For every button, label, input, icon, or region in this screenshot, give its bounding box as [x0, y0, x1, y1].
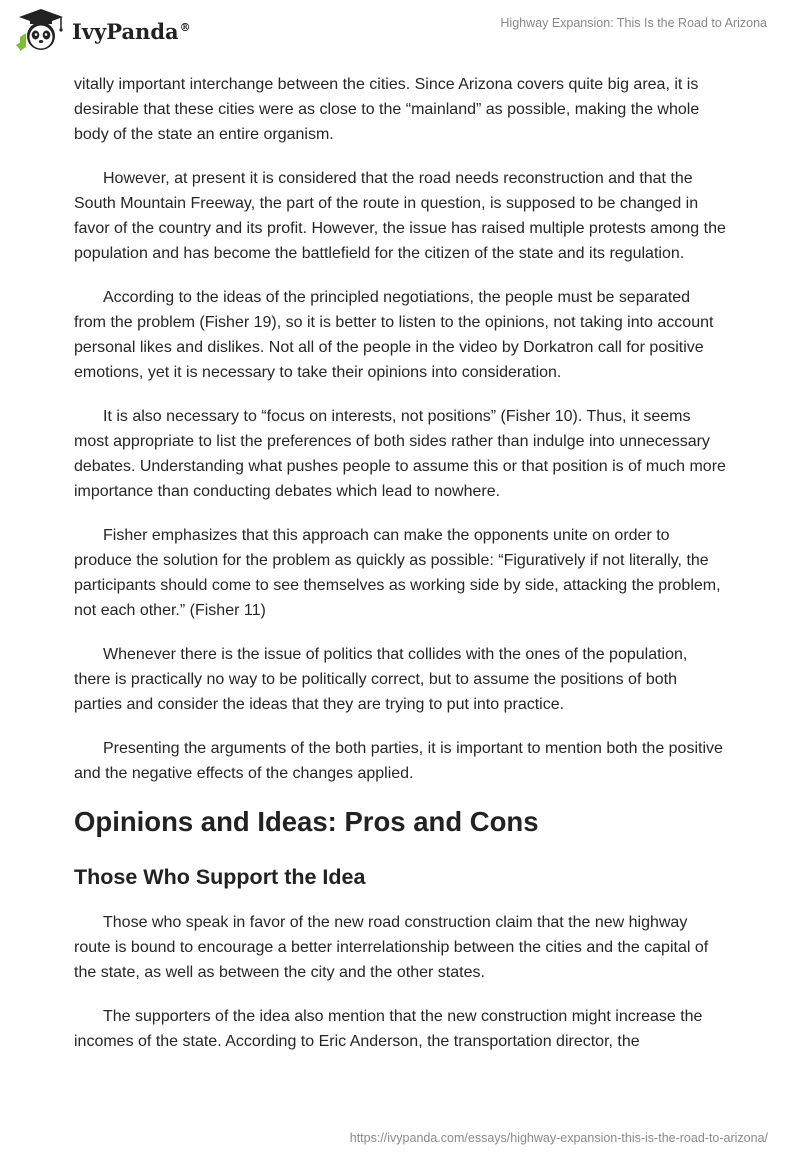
essay-body [74, 72, 726, 1073]
paragraph: Fisher emphasizes that this approach can make the opponents unite on order to produce the solution for the problem as quickly as possible: “Figuratively if not literally, the participants should come to see themselves as working side by side, attacking the problem, not each other.” (Fisher 11) [74, 527, 721, 619]
paragraph: According to the ideas of the principled negotiations, the people must be separated from the problem (Fisher 19), so it is better to listen to the opinions, not taking into account personal likes and dislikes. Not all of the people in the video by Dorkatron call for positive emotions, yet it is necessary to take their opinions into consideration. [74, 289, 714, 381]
document-title: Highway Expansion: This Is the Road to Arizona [500, 16, 767, 30]
paragraph: Whenever there is the issue of politics that collides with the ones of the population, there is practically no way to be politically correct, but to assume the positions of both parties and consider the ideas that they are trying to put into practice. [74, 646, 688, 713]
paragraph: Those who speak in favor of the new road construction claim that the new highway route is bound to encourage a better interrelationship between the cities and the capital of the state, as well as between the city and the other states. [74, 914, 709, 981]
paragraph: It is also necessary to “focus on interests, not positions” (Fisher 10). Thus, it seems most appropriate to list the preferences of both sides rather than indulge into unnecessary debates. Understanding what pushes people to assume this or that position is of much more importance than conducting debates which lead to nowhere. [74, 408, 726, 500]
paragraph-continued: vitally important interchange between the cities. Since Arizona covers quite big area, it is desirable that these cities were as close to the “mainland” as possible, making the whole body of the state an entire organism. [74, 76, 700, 143]
paragraph: However, at present it is considered that the road needs reconstruction and that the South Mountain Freeway, the part of the route in question, is supposed to be changed in favor of the country and its profit. However, the issue has raised multiple protests among the population and has become the battlefield for the citizen of the state and its regulation. [74, 170, 726, 262]
source-url-link[interactable]: https://ivypanda.com/essays/highway-expansion-this-is-the-road-to-arizona/ [349, 1131, 768, 1145]
brand-logo[interactable] [14, 7, 191, 53]
page-header [0, 0, 800, 62]
subsection-heading-supporters: Those Who Support the Idea [74, 865, 366, 889]
brand-name: IvyPanda® [72, 18, 191, 44]
registered-mark: ® [179, 20, 191, 34]
panda-graduation-cap-icon [14, 7, 68, 53]
paragraph: The supporters of the idea also mention that the new construction might increase the incomes of the state. According to Eric Anderson, the transportation director, the [74, 1008, 703, 1050]
section-heading-pros-cons: Opinions and Ideas: Pros and Cons [74, 806, 539, 837]
paragraph: Presenting the arguments of the both parties, it is important to mention both the positive and the negative effects of the changes applied. [74, 740, 723, 782]
